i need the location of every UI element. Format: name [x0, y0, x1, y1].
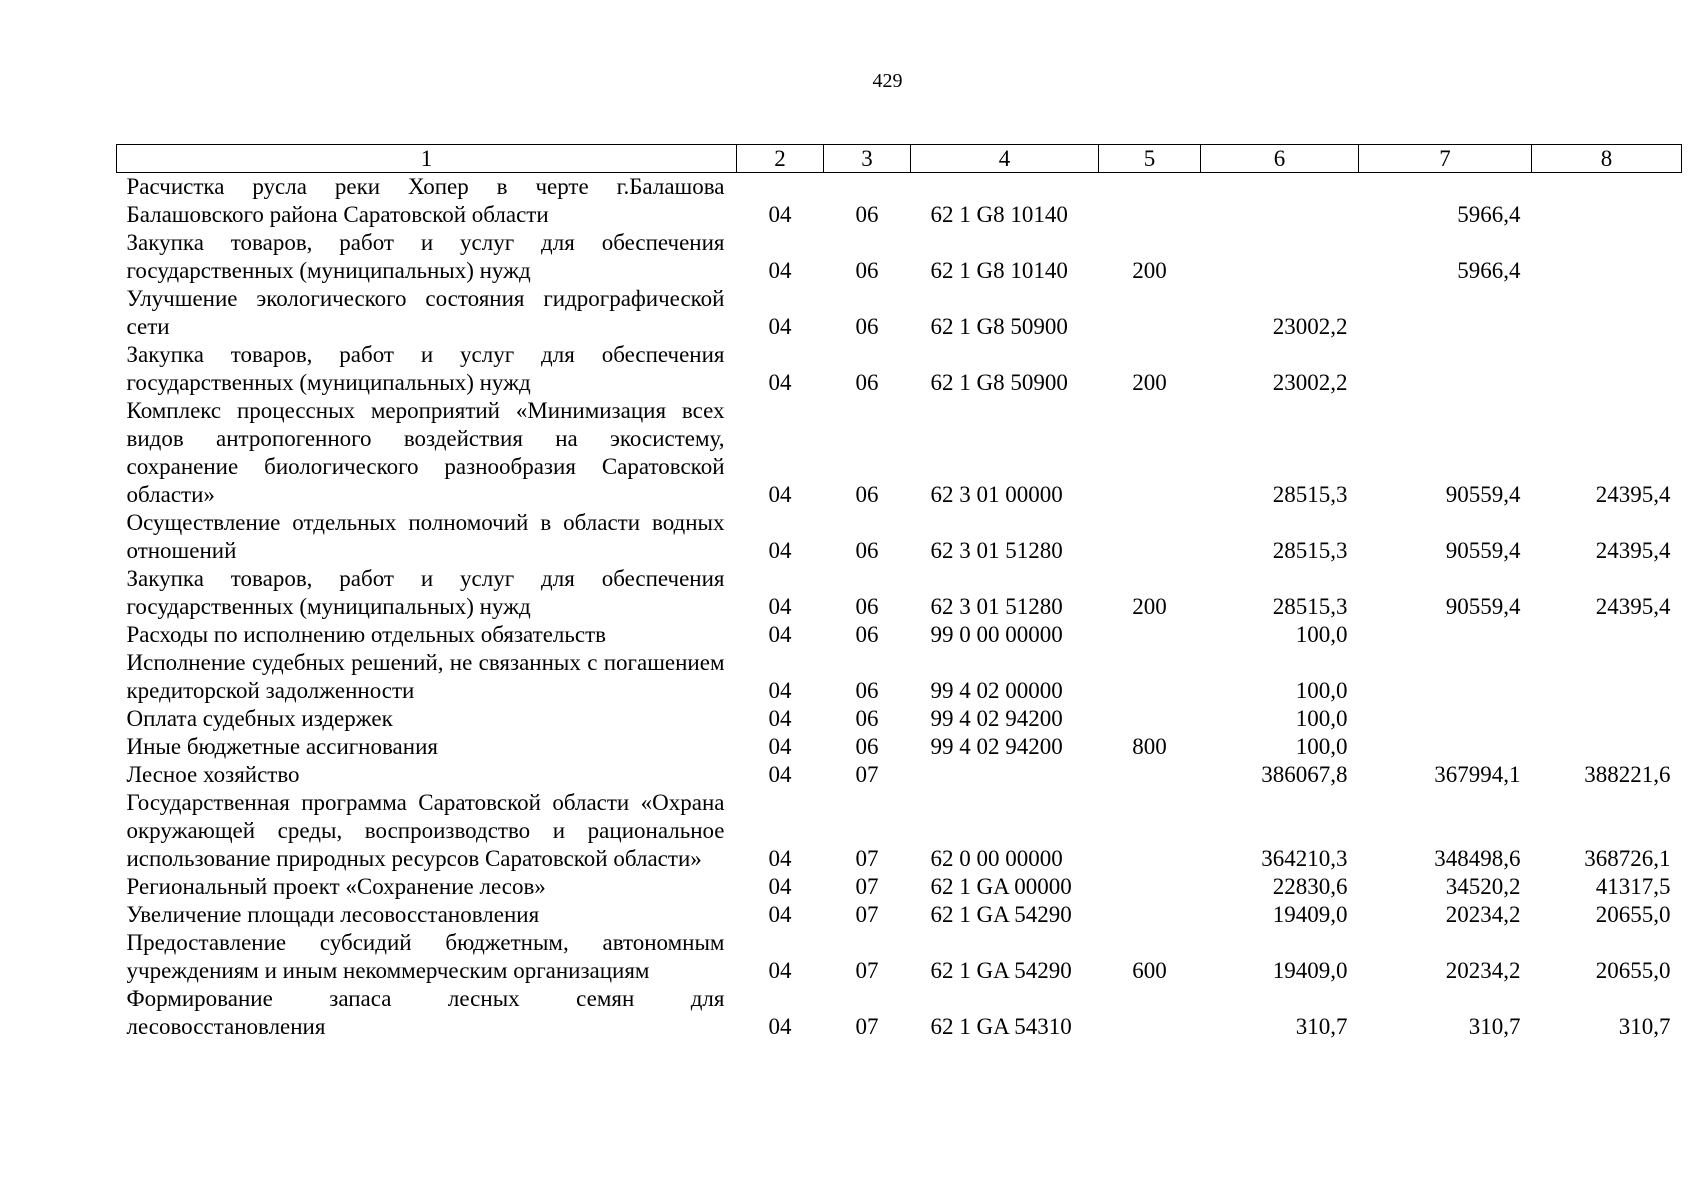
expense-type-code: 800: [1132, 734, 1167, 759]
amount-col-8: [1532, 733, 1682, 761]
section-code: 04: [768, 1014, 792, 1039]
target-article-code: 62 1 G8 50900: [930, 314, 1068, 339]
expense-type-code: [1099, 761, 1201, 789]
amount-col-7: 90559,4: [1445, 482, 1521, 507]
row-name: Лесное хозяйство: [126, 762, 300, 787]
target-article-code: 62 1 G8 10140: [930, 202, 1068, 227]
amount-col-6: 28515,3: [1272, 482, 1348, 507]
expense-type-code: [1099, 789, 1201, 873]
amount-col-7: 310,7: [1468, 1014, 1521, 1039]
target-article-code: 62 0 00 00000: [930, 846, 1063, 871]
amount-col-8: 24395,4: [1595, 594, 1671, 619]
section-code: 04: [768, 706, 792, 731]
header-cell-1: 1: [117, 145, 737, 173]
amount-col-8: [1532, 649, 1682, 705]
table-row: [117, 229, 1682, 285]
table-row: [117, 341, 1682, 397]
amount-col-7: [1359, 341, 1532, 397]
amount-col-8: [1532, 705, 1682, 733]
amount-col-6: 100,0: [1295, 622, 1348, 647]
section-code: 04: [768, 482, 792, 507]
table-row: [117, 621, 1682, 649]
amount-col-6: 28515,3: [1272, 594, 1348, 619]
amount-col-8: 24395,4: [1595, 538, 1671, 563]
table-row: [117, 509, 1682, 565]
budget-table: [116, 144, 1682, 1041]
page-number: 429: [872, 70, 903, 92]
header-cell-6: 6: [1201, 145, 1359, 173]
expense-type-code: [1099, 397, 1201, 509]
amount-col-6: 23002,2: [1272, 370, 1348, 395]
header-cell-5: 5: [1099, 145, 1201, 173]
header-cell-8: 8: [1532, 145, 1682, 173]
subsection-code: 06: [855, 370, 879, 395]
table-row: [117, 705, 1682, 733]
subsection-code: 06: [855, 314, 879, 339]
expense-type-code: [1099, 173, 1201, 230]
section-code: 04: [768, 370, 792, 395]
subsection-code: 07: [855, 762, 879, 787]
amount-col-7: [1359, 705, 1532, 733]
amount-col-7: 5966,4: [1457, 202, 1521, 227]
subsection-code: 06: [855, 622, 879, 647]
target-article-code: 62 3 01 51280: [930, 594, 1063, 619]
table-row: [117, 789, 1682, 873]
target-article-code: 62 1 G8 50900: [930, 370, 1068, 395]
row-name: Улучшение экологического состояния гидрографической сети: [126, 286, 725, 339]
section-code: 04: [768, 678, 792, 703]
expense-type-code: 200: [1132, 594, 1167, 619]
subsection-code: 06: [855, 258, 879, 283]
amount-col-6: 386067,8: [1261, 762, 1348, 787]
target-article-code: 62 3 01 51280: [930, 538, 1063, 563]
row-name: Иные бюджетные ассигнования: [126, 734, 438, 759]
amount-col-6: 100,0: [1295, 734, 1348, 759]
amount-col-8: 20655,0: [1595, 902, 1671, 927]
amount-col-8: [1532, 229, 1682, 285]
table-row: [117, 985, 1682, 1041]
amount-col-8: 24395,4: [1595, 482, 1671, 507]
table-row: [117, 565, 1682, 621]
amount-col-7: 20234,2: [1445, 958, 1521, 983]
subsection-code: 07: [855, 958, 879, 983]
target-article-code: 62 1 GA 54290: [930, 902, 1072, 927]
table-row: [117, 173, 1682, 230]
subsection-code: 07: [855, 846, 879, 871]
amount-col-6: 310,7: [1295, 1014, 1348, 1039]
amount-col-8: 310,7: [1618, 1014, 1671, 1039]
amount-col-7: 90559,4: [1445, 594, 1521, 619]
subsection-code: 06: [855, 538, 879, 563]
section-code: 04: [768, 846, 792, 871]
amount-col-6: 19409,0: [1272, 902, 1348, 927]
amount-col-6: 100,0: [1295, 706, 1348, 731]
section-code: 04: [768, 762, 792, 787]
row-name: Формирование запаса лесных семян для лесовосстановления: [126, 986, 725, 1039]
row-name: Оплата судебных издержек: [126, 706, 393, 731]
header-cell-2: 2: [737, 145, 824, 173]
amount-col-7: 367994,1: [1434, 762, 1521, 787]
amount-col-6: [1201, 173, 1359, 230]
subsection-code: 06: [855, 202, 879, 227]
table-row: [117, 929, 1682, 985]
header-cell-7: 7: [1359, 145, 1532, 173]
target-article-code: 62 3 01 00000: [930, 482, 1063, 507]
amount-col-7: [1359, 733, 1532, 761]
amount-col-8: [1532, 173, 1682, 230]
amount-col-8: [1532, 285, 1682, 341]
table-header: [117, 145, 1682, 173]
amount-col-7: 348498,6: [1434, 846, 1521, 871]
expense-type-code: [1099, 649, 1201, 705]
amount-col-6: 364210,3: [1261, 846, 1348, 871]
expense-type-code: 200: [1132, 258, 1167, 283]
header-cell-3: 3: [824, 145, 911, 173]
amount-col-8: [1532, 341, 1682, 397]
amount-col-7: 90559,4: [1445, 538, 1521, 563]
section-code: 04: [768, 594, 792, 619]
expense-type-code: [1099, 285, 1201, 341]
row-name: Государственная программа Саратовской области «Охрана окружающей среды, воспроизводство и рациональное использование природных ресурсов Саратовской области»: [126, 790, 725, 871]
section-code: 04: [768, 902, 792, 927]
table-row: [117, 761, 1682, 789]
amount-col-7: [1359, 285, 1532, 341]
header-row: [117, 145, 1682, 173]
row-name: Комплекс процессных мероприятий «Минимизация всех видов антропогенного воздействия на экосистему, сохранение биологического разнообразия Саратовской области»: [126, 398, 725, 507]
row-name: Закупка товаров, работ и услуг для обеспечения государственных (муниципальных) нужд: [126, 230, 725, 283]
amount-col-8: 41317,5: [1595, 874, 1671, 899]
subsection-code: 07: [855, 1014, 879, 1039]
section-code: 04: [768, 314, 792, 339]
target-article-code: 62 1 GA 00000: [930, 874, 1072, 899]
amount-col-8: 20655,0: [1595, 958, 1671, 983]
amount-col-6: [1201, 229, 1359, 285]
amount-col-8: 368726,1: [1584, 846, 1671, 871]
target-article-code: 62 1 GA 54310: [930, 1014, 1072, 1039]
expense-type-code: [1099, 873, 1201, 901]
section-code: 04: [768, 202, 792, 227]
table-row: [117, 873, 1682, 901]
table-row: [117, 285, 1682, 341]
section-code: 04: [768, 622, 792, 647]
target-article-code: 62 1 GA 54290: [930, 958, 1072, 983]
row-name: Расчистка русла реки Хопер в черте г.Балашова Балашовского района Саратовской области: [126, 174, 725, 227]
subsection-code: 06: [855, 706, 879, 731]
table-row: [117, 733, 1682, 761]
amount-col-6: 19409,0: [1272, 958, 1348, 983]
amount-col-7: [1359, 649, 1532, 705]
row-name: Осуществление отдельных полномочий в области водных отношений: [126, 510, 725, 563]
subsection-code: 07: [855, 874, 879, 899]
amount-col-7: 34520,2: [1445, 874, 1521, 899]
target-article-code: 99 4 02 94200: [930, 734, 1063, 759]
section-code: 04: [768, 734, 792, 759]
amount-col-6: 23002,2: [1272, 314, 1348, 339]
row-name: Предоставление субсидий бюджетным, автономным учреждениям и иным некоммерческим организациям: [126, 930, 725, 983]
subsection-code: 06: [855, 482, 879, 507]
target-article-code: 99 4 02 00000: [930, 678, 1063, 703]
target-article-code: 99 0 00 00000: [930, 622, 1063, 647]
table-body: [117, 173, 1682, 1042]
target-article-code: 62 1 G8 10140: [930, 258, 1068, 283]
row-name: Закупка товаров, работ и услуг для обеспечения государственных (муниципальных) нужд: [126, 566, 725, 619]
table-row: [117, 649, 1682, 705]
expense-type-code: [1099, 705, 1201, 733]
row-name: Увеличение площади лесовосстановления: [126, 902, 540, 927]
expense-type-code: [1099, 901, 1201, 929]
row-name: Закупка товаров, работ и услуг для обеспечения государственных (муниципальных) нужд: [126, 342, 725, 395]
table-row: [117, 901, 1682, 929]
expense-type-code: 200: [1132, 370, 1167, 395]
expense-type-code: 600: [1132, 958, 1167, 983]
table-row: [117, 397, 1682, 509]
subsection-code: 06: [855, 734, 879, 759]
amount-col-6: 100,0: [1295, 678, 1348, 703]
target-article-code: 99 4 02 94200: [930, 706, 1063, 731]
subsection-code: 07: [855, 902, 879, 927]
row-name: Расходы по исполнению отдельных обязательств: [126, 622, 606, 647]
amount-col-6: 22830,6: [1272, 874, 1348, 899]
expense-type-code: [1099, 985, 1201, 1041]
section-code: 04: [768, 538, 792, 563]
amount-col-7: 5966,4: [1457, 258, 1521, 283]
expense-type-code: [1099, 621, 1201, 649]
amount-col-7: 20234,2: [1445, 902, 1521, 927]
header-cell-4: 4: [911, 145, 1099, 173]
amount-col-6: 28515,3: [1272, 538, 1348, 563]
section-code: 04: [768, 258, 792, 283]
amount-col-7: [1359, 621, 1532, 649]
section-code: 04: [768, 958, 792, 983]
subsection-code: 06: [855, 678, 879, 703]
target-article-code: [911, 761, 1099, 789]
expense-type-code: [1099, 509, 1201, 565]
row-name: Исполнение судебных решений, не связанных с погашением кредиторской задолженности: [126, 650, 725, 703]
amount-col-8: [1532, 621, 1682, 649]
amount-col-8: 388221,6: [1584, 762, 1671, 787]
row-name: Региональный проект «Сохранение лесов»: [126, 874, 546, 899]
subsection-code: 06: [855, 594, 879, 619]
section-code: 04: [768, 874, 792, 899]
